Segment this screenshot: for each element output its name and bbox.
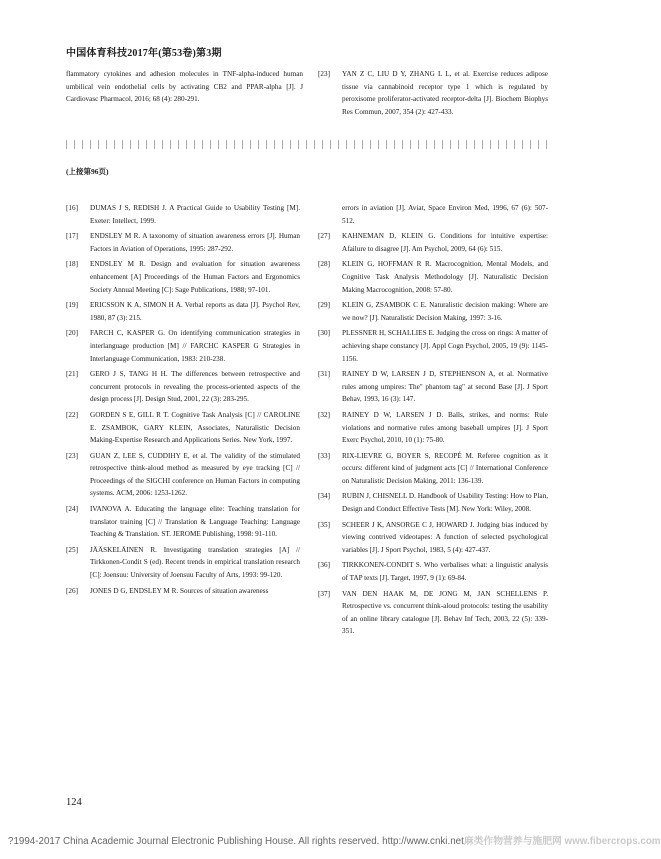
page-number: 124 xyxy=(66,797,82,808)
reference-number: [20] xyxy=(66,329,78,338)
reference-number: [36] xyxy=(318,561,330,570)
reference-item xyxy=(318,519,548,557)
footer-url[interactable]: http://www.cnki.net xyxy=(382,836,464,847)
reference-list-right xyxy=(318,202,548,638)
reference-item xyxy=(318,327,548,365)
reference-number: [27] xyxy=(318,232,330,241)
reference-text: RAINEY D W, LARSEN J D. Balls, strikes, and norms: Rule violations and normative rules among baseball umpires [J]. J Sport Exerc Psychol, 2010, 10 (1): 75-80. xyxy=(342,410,548,445)
reference-item xyxy=(66,503,300,541)
reference-text: IVANOVA A. Educating the language elite: Teaching translation for translator training [C] // Translation & Language Teaching: Language Teaching & Translation. ST. JEROME Publishing, 1998: 91-110. xyxy=(90,505,300,539)
reference-text: RIX-LIEVRE G, BOYER S, RECOPÉ M. Referee cognition as it occurs: different kind of judgment acts [C] // International Conference on Naturalistic Decision Making, 2011: 136-139. xyxy=(342,451,548,485)
reference-item xyxy=(66,544,300,582)
reference-number: [23] xyxy=(66,451,78,460)
reference-text: ENDSLEY M R. A taxonomy of situation awareness errors [J]. Human Factors in Aviation of Operations, 1995: 287-292. xyxy=(90,232,300,253)
reference-text: DUMAS J S, REDISH J. A Practical Guide to Usability Testing [M]. Exeter: Intellect, 1999. xyxy=(90,204,300,225)
reference-item xyxy=(66,585,300,598)
reference-item xyxy=(318,588,548,638)
reference-item xyxy=(66,299,300,324)
reference-item xyxy=(318,299,548,324)
reference-number: [32] xyxy=(318,410,330,419)
reference-item xyxy=(318,559,548,584)
reference-number: [34] xyxy=(318,492,330,501)
reference-text: KAHNEMAN D, KLEIN G. Conditions for intuitive expertise: Afailure to disagree [J]. Am Psychol, 2009, 64 (6): 515. xyxy=(342,232,548,253)
reference-list-top-right xyxy=(318,68,548,118)
reference-text: FARCH C, KASPER G. On identifying communication strategies in interlanguage production [M] // FARCHC KASPER G Strategies in Interlanguage Communication, 1983: 210-238. xyxy=(90,329,300,363)
reference-number: [37] xyxy=(318,589,330,598)
reference-list-left xyxy=(66,202,300,597)
reference-text: RUBIN J, CHISNELL D. Handbook of Usability Testing: How to Plan, Design and Conduct Effective Tests [M]. New York: Wiley, 2008. xyxy=(342,492,548,514)
reference-text: GUAN Z, LEE S, CUDDIHY E, et al. The validity of the stimulated retrospective think-aloud method as measured by eye tracking [C] // Proceedings of the SIGCHI conference on Human Factors in computing systems. ACM, 2006: 1253-1262. xyxy=(90,451,300,498)
continued-from-label: (上接第96页) xyxy=(66,167,109,176)
watermark-logo: 麻类作物营养与施肥网 www.fibercrops.com xyxy=(463,836,661,847)
reference-number: [24] xyxy=(66,505,78,514)
reference-text: JONES D G, ENDSLEY M R. Sources of situation awareness xyxy=(90,586,269,595)
reference-item xyxy=(318,490,548,515)
reference-number: [19] xyxy=(66,301,78,310)
reference-text: TIRKKONEN-CONDIT S. Who verbalises what: a linguistic analysis of TAP texts [J]. Target, 1997, 9 (1): 69-84. xyxy=(342,561,548,583)
reference-item xyxy=(66,409,300,447)
reference-text: VAN DEN HAAK M, DE JONG M, JAN SCHELLENS P. Retrospective vs. concurrent think-aloud protocols: testing the usability of an online library catalogue [J]. Behav Inf Tech, 2003, 22 (5): 339-351. xyxy=(342,589,548,636)
reference-item xyxy=(318,68,548,118)
reference-text: RAINEY D W, LARSEN J D, STEPHENSON A, et al. Normative rules among umpires: The" phantom tag" at second Base [J]. J Sport Behav, 1993, 16 (3): 147. xyxy=(342,370,548,404)
reference-number: [16] xyxy=(66,204,78,212)
reference-number: [22] xyxy=(66,410,78,419)
reference-item xyxy=(318,450,548,488)
reference-number: [23] xyxy=(318,70,330,78)
reference-text: PLESSNER H, SCHALLIES E. Judging the cross on rings: A matter of achieving shape constancy [J]. Appl Cogn Psychol, 2005, 19 (9): 1145-1156. xyxy=(342,329,548,363)
reference-item xyxy=(318,409,548,447)
reference-text: GORDEN S E, GILL R T. Cognitive Task Analysis [C] // CAROLINE E. ZSAMBOK, GARY KLEIN, Associates, Naturalistic Decision Making-Expertise Research and Applications Series. New York, 1997. xyxy=(90,410,300,445)
reference-number: [33] xyxy=(318,451,330,460)
running-head: 中国体育科技2017年(第53卷)第3期 xyxy=(66,48,222,59)
reference-continuation: errors in aviation [J]. Aviat, Space Environ Med, 1996, 67 (6): 507-512. xyxy=(342,204,548,225)
reference-number: [35] xyxy=(318,520,330,529)
reference-item xyxy=(66,202,300,227)
reference-item xyxy=(66,230,300,255)
reference-text: KLEIN G, ZSAMBOK C E. Naturalistic decision making: Where are we now? [J]. Naturalistic Decision Making, 1997: 3-16. xyxy=(342,301,548,322)
reference-number: [30] xyxy=(318,329,330,338)
reference-number: [29] xyxy=(318,301,330,310)
reference-text: GERO J S, TANG H H. The differences between retrospective and concurrent protocols in revealing the process-oriented aspects of the design process [J]. Design Stud, 2001, 22 (3): 283-295. xyxy=(90,370,300,404)
reference-number: [28] xyxy=(318,260,330,269)
reference-text: ERICSSON K A, SIMON H A. Verbal reports as data [J]. Psychol Rev, 1980, 87 (3): 215. xyxy=(90,301,300,322)
copyright-notice: ?1994-2017 China Academic Journal Electronic Publishing House. All rights reserved. xyxy=(8,836,380,847)
reference-item xyxy=(318,368,548,406)
reference-item xyxy=(318,230,548,255)
reference-item xyxy=(66,258,300,296)
reference-text: YAN Z C, LIU D Y, ZHANG L L, et al. Exercise reduces adipose tissue via cannabinoid receptor type 1 which is regulated by peroxisome proliferator-activated receptor-delta [J]. Biochem Biophys Res Commun, 2007, 354 (2): 427-433. xyxy=(342,70,548,116)
reference-item xyxy=(66,327,300,365)
reference-text: ENDSLEY M R. Design and evaluation for situation awareness enhancement [A] Proceedings of the Human Factors and Ergonomics Society Annual Meeting [C]: Sage Publications, 1988; 97-101. xyxy=(90,260,300,294)
section-divider xyxy=(66,140,548,149)
footer xyxy=(8,833,661,847)
reference-text: KLEIN G, HOFFMAN R R. Macrocognition, Mental Models, and Cognitive Task Analysis Methodology [J]. Naturalistic Decision Making Macrocognition, 2008: 57-80. xyxy=(342,260,548,294)
previous-reference-continuation: flammatory cytokines and adhesion molecules in TNF-alpha-induced human umbilical vein endothelial cells by activating CB2 and PPAR-alpha [J]. J Cardiovasc Pharmacol, 2016; 68 (4): 280-291. xyxy=(66,70,303,104)
reference-number: [31] xyxy=(318,370,330,379)
reference-number: [18] xyxy=(66,260,78,269)
reference-item xyxy=(66,450,300,500)
reference-number: [17] xyxy=(66,232,78,241)
reference-number: [21] xyxy=(66,370,78,379)
reference-item xyxy=(66,368,300,406)
reference-item xyxy=(318,258,548,296)
reference-number: [26] xyxy=(66,586,78,595)
reference-text: JÄÄSKELÄINEN R. Investigating translation strategies [A] // Tirkkonen-Condit S (ed). Recent trends in empirical translation research [C]: Joensuu: University of Joensuu Faculty of Arts, 1993: 99-120. xyxy=(90,545,300,580)
reference-text: SCHEER J K, ANSORGE C J, HOWARD J. Judging bias induced by viewing contrived videotapes: A function of selected psychological variables [J]. J Sport Psychol, 1983, 5 (4): 427-437. xyxy=(342,520,548,554)
reference-number: [25] xyxy=(66,545,78,554)
